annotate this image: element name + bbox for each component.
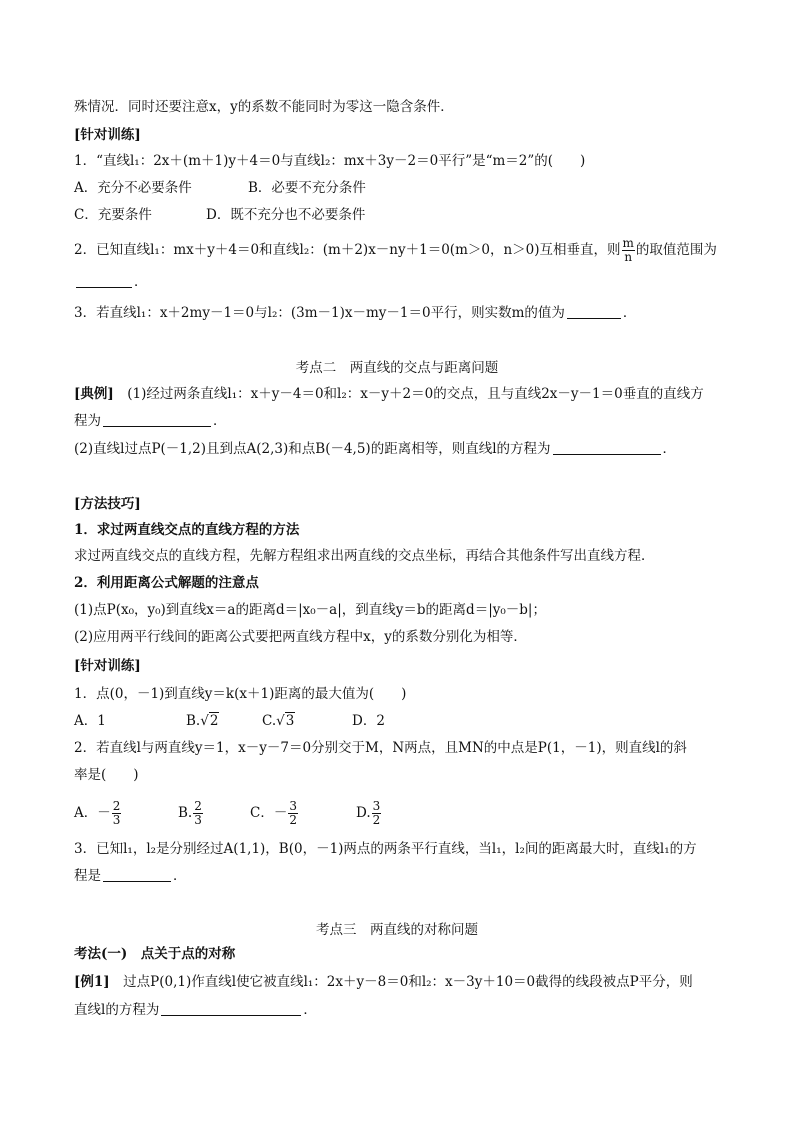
answer-blank[interactable]: [567, 305, 621, 319]
method-1-body: 求过两直线交点的直线方程，先解方程组求出两直线的交点坐标，再结合其他条件写出直线方程．: [74, 548, 655, 564]
training-question-2-cont: 率是( ): [74, 767, 139, 783]
option-fraction: [193, 800, 203, 827]
option-label: D.: [356, 805, 371, 821]
fraction-denominator: 2: [289, 813, 297, 827]
question-3: [74, 304, 636, 322]
answer-blank[interactable]: [103, 868, 171, 882]
training-question-2: 2．若直线l与两直线y＝1，x－y－7＝0分别交于M，N两点，且MN的中点是P(1，－1)，则直线l的斜: [74, 740, 687, 756]
question-1: 1．“直线l₁：2x＋(m＋1)y＋4＝0与直线l₂：mx＋3y－2＝0平行”是“m＝2”的( ): [74, 153, 586, 169]
intro-text: 殊情况．同时还要注意x，y的系数不能同时为零这一隐含条件．: [74, 99, 454, 115]
training-question-3: 3．已知l₁，l₂是分别经过A(1,1)，B(0，－1)两点的两条平行直线，当l₁，l₂间的距离最大时，直线l₁的方: [74, 841, 697, 857]
period: ．: [622, 305, 637, 321]
option-label: C．－: [250, 805, 288, 821]
answer-blank[interactable]: [103, 413, 211, 427]
option-fraction: [372, 800, 382, 827]
option-label: B.: [178, 805, 193, 821]
t2-option-b: [178, 800, 204, 827]
fraction-denominator: 3: [112, 813, 121, 827]
section-title-3: 考点三 两直线的对称问题: [316, 922, 478, 938]
training-question-1: 1．点(0，－1)到直线y＝k(x＋1)距离的最大值为( ): [74, 686, 407, 702]
example-label: [例1]: [74, 974, 110, 990]
example-1-cont: [74, 412, 227, 430]
period: ．: [303, 1002, 317, 1018]
period: ．: [173, 868, 187, 884]
t2-option-c: [250, 800, 299, 827]
fraction-numerator: 2: [194, 799, 202, 813]
example-text: (1)经过两条直线l₁：x＋y－4＝0和l₂：x－y＋2＝0的交点，且与直线2x－y－1＝0垂直的直线方: [113, 386, 704, 402]
training-heading: [针对训练]: [74, 127, 141, 143]
option-fraction: [288, 800, 298, 827]
sqrt-radicand: 2: [209, 713, 219, 729]
period: ．: [134, 274, 148, 290]
example-2-text: (2)直线l过点P(－1,2)且到点A(2,3)和点B(－4,5)的距离相等，则直线l的方程为: [74, 441, 551, 457]
fraction-numerator: 2: [112, 799, 121, 813]
q1-option-b: B．必要不充分条件: [248, 180, 366, 196]
t1-option-b: B.√2: [186, 713, 219, 729]
fraction-numerator: m: [622, 236, 634, 250]
method-2-title: 2．利用距离公式解题的注意点: [74, 575, 259, 591]
period: ．: [662, 441, 677, 457]
question-2-text: 2．已知直线l₁：mx＋y＋4＝0和直线l₂：(m＋2)x－ny＋1＝0(m＞0，n＞0)互相垂直，则: [74, 242, 621, 258]
question-2-answer-line: [74, 273, 148, 291]
example-2: [74, 440, 676, 458]
option-label: B.: [186, 713, 201, 729]
t2-option-a: [74, 800, 122, 827]
example-3-cont: [74, 1001, 317, 1019]
fraction-m-over-n: [622, 237, 635, 264]
question-2-text-end: 的取值范围为: [635, 242, 717, 258]
method-2-point-1: (1)点P(x₀，y₀)到直线x＝a的距离d＝|x₀－a|，到直线y＝b的距离d＝|y₀－b|；: [74, 602, 546, 618]
sqrt-radicand: 3: [285, 713, 295, 729]
question-text-cont: 程是: [74, 868, 101, 884]
t1-option-a: A．1: [74, 713, 106, 729]
training-heading-2: [针对训练]: [74, 658, 141, 674]
fraction-denominator: 2: [372, 813, 381, 827]
option-fraction: [112, 800, 122, 827]
question-3-text: 3．若直线l₁：x＋2my－1＝0与l₂：(3m－1)x－my－1＝0平行，则实数m的值为: [74, 305, 565, 321]
example-text-cont: 直线l的方程为: [74, 1002, 160, 1018]
fraction-denominator: 3: [194, 813, 202, 827]
period: ．: [213, 413, 227, 429]
section-title-2: 考点二 两直线的交点与距离问题: [295, 360, 499, 376]
q1-option-c: C．充要条件: [74, 207, 152, 223]
q1-option-d: D．既不充分也不必要条件: [206, 207, 366, 223]
option-label: A．－: [74, 805, 111, 821]
question-2: [74, 237, 717, 264]
option-label: C.: [262, 713, 277, 729]
answer-blank[interactable]: [161, 1002, 301, 1016]
t1-option-c: C.√3: [262, 713, 295, 729]
fraction-numerator: 3: [289, 799, 297, 813]
example-text: 过点P(0,1)作直线l使它被直线l₁：2x＋y－8＝0和l₂：x－3y＋10＝0截得的线段被点P平分，则: [109, 974, 693, 990]
answer-blank[interactable]: [553, 441, 661, 455]
example-label: [典例]: [74, 386, 114, 402]
training-question-3-cont: [74, 867, 187, 885]
method-1-title: 1．求过两直线交点的直线方程的方法: [74, 522, 300, 538]
example-text-cont: 程为: [74, 413, 101, 429]
t2-option-d: [356, 800, 382, 827]
method-heading: [方法技巧]: [74, 496, 141, 512]
fraction-denominator: n: [624, 250, 633, 264]
fraction-numerator: 3: [372, 799, 381, 813]
method-2-point-2: (2)应用两平行线间的距离公式要把两直线方程中x，y的系数分别化为相等．: [74, 629, 527, 645]
example-3: [74, 973, 693, 991]
t1-option-d: D．2: [352, 713, 385, 729]
answer-blank[interactable]: [76, 274, 132, 288]
method-subheading: 考法(一) 点关于点的对称: [74, 946, 236, 962]
q1-option-a: A．充分不必要条件: [74, 180, 192, 196]
example-1: [74, 385, 704, 403]
